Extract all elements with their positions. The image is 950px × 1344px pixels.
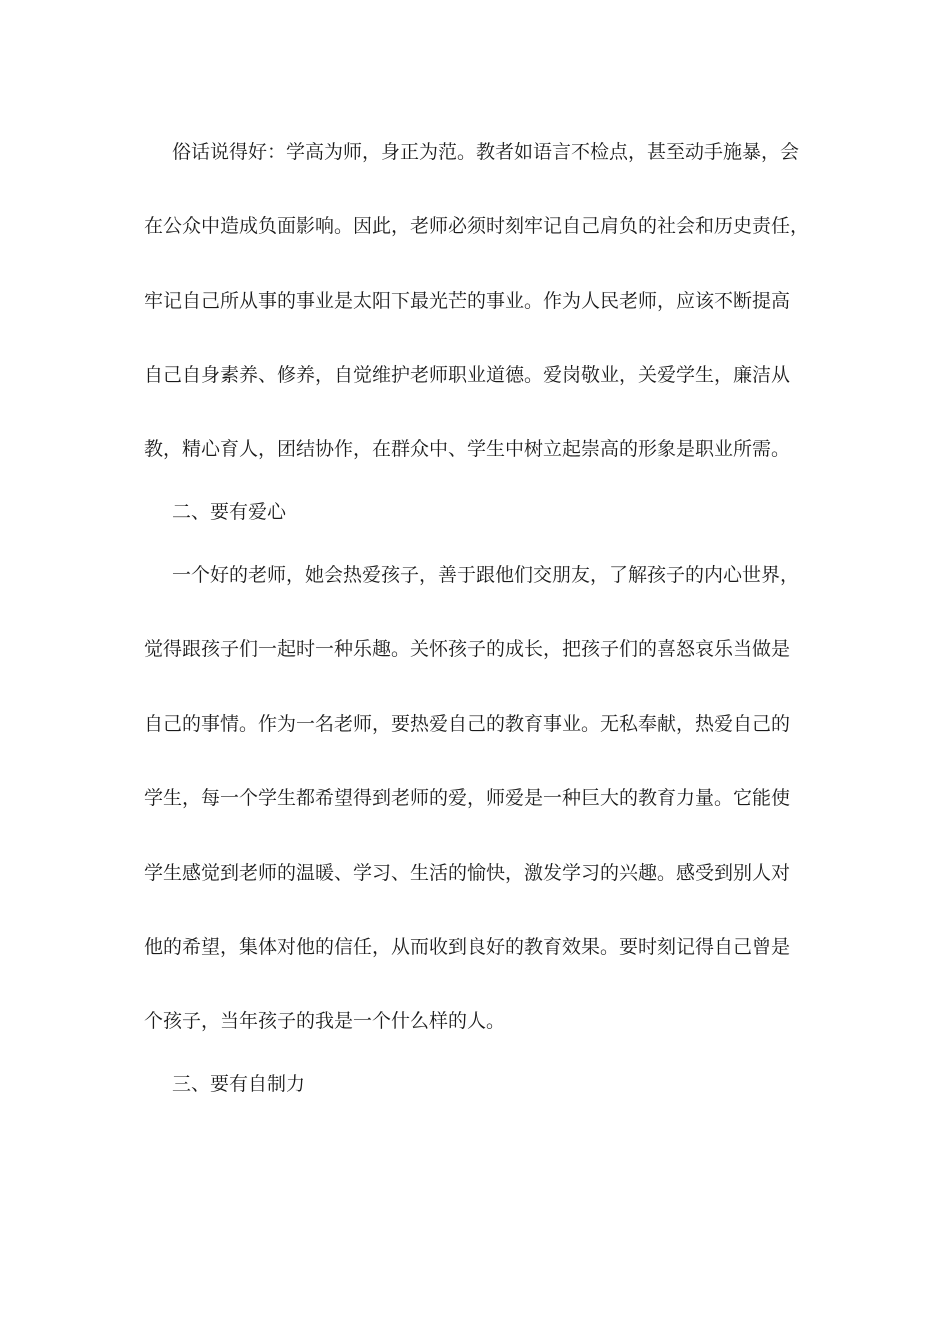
paragraph-2-line-1: 一个好的老师，她会热爱孩子，善于跟他们交朋友，了解孩子的内心世界， (172, 564, 800, 586)
paragraph-1-line-4: 自己自身素养、修养，自觉维护老师职业道德。爱岗敬业，关爱学生，廉洁从 (144, 364, 791, 386)
paragraph-2-line-6: 他的希望，集体对他的信任，从而收到良好的教育效果。要时刻记得自己曾是 (144, 936, 791, 958)
paragraph-1-line-3: 牢记自己所从事的事业是太阳下最光芒的事业。作为人民老师，应该不断提高 (144, 290, 791, 312)
section-heading-3: 三、要有自制力 (172, 1073, 306, 1095)
section-heading-2: 二、要有爱心 (172, 501, 287, 523)
paragraph-2-line-4: 学生，每一个学生都希望得到老师的爱，师爱是一种巨大的教育力量。它能使 (144, 787, 791, 809)
paragraph-2-line-2: 觉得跟孩子们一起时一种乐趣。关怀孩子的成长，把孩子们的喜怒哀乐当做是 (144, 638, 791, 660)
paragraph-1-line-5: 教，精心育人，团结协作，在群众中、学生中树立起崇高的形象是职业所需。 (144, 438, 791, 460)
paragraph-1-line-2: 在公众中造成负面影响。因此，老师必须时刻牢记自己肩负的社会和历史责任， (144, 215, 810, 237)
paragraph-2-line-7: 个孩子，当年孩子的我是一个什么样的人。 (144, 1010, 506, 1032)
paragraph-2-line-5: 学生感觉到老师的温暖、学习、生活的愉快，激发学习的兴趣。感受到别人对 (144, 862, 791, 884)
paragraph-1-line-1: 俗话说得好：学高为师，身正为范。教者如语言不检点，甚至动手施暴，会 (172, 141, 800, 163)
paragraph-2-line-3: 自己的事情。作为一名老师，要热爱自己的教育事业。无私奉献，热爱自己的 (144, 713, 791, 735)
